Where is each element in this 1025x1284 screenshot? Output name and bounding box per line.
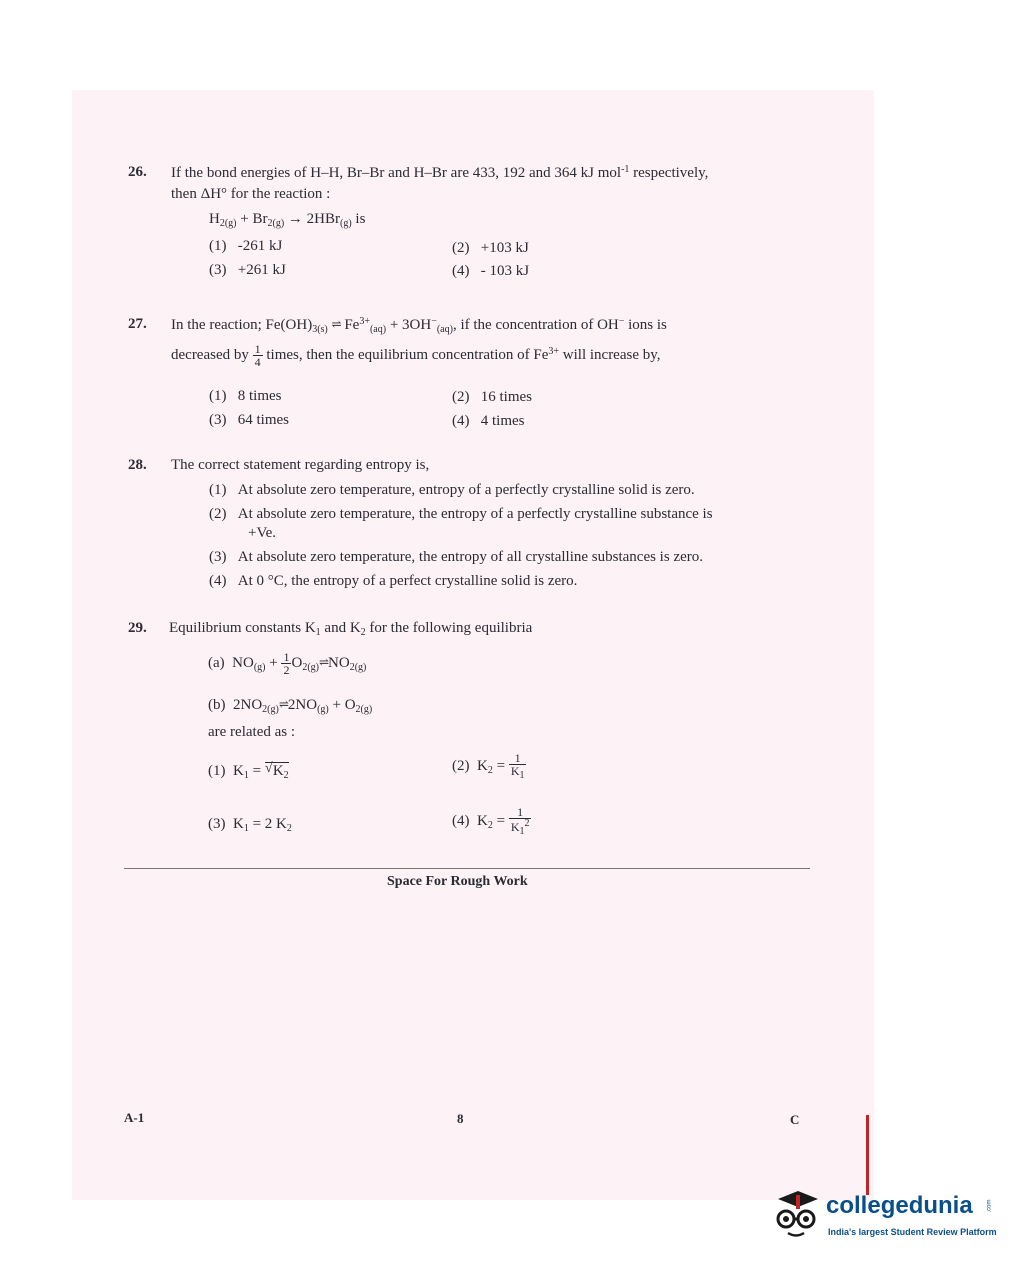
question-29-stem: Equilibrium constants $K_1$ and $K_2$ for the following equilibria (169, 620, 533, 638)
q28-option-2-continued: +Ve. (248, 525, 277, 541)
q28-option-4: (4) At 0 °C, the entropy of a perfect crystalline solid is zero. (209, 573, 578, 589)
one-quarter-fraction: $\frac{1}{4}$ (254, 342, 261, 369)
page-number: 8 (457, 1111, 464, 1126)
question-26-reaction: $H_{2(g)} + Br_{2(g)} \to 2HBr_{(g)}$ is (209, 211, 366, 229)
q29-option-4: (4) $K_2$ = $\frac{1}{K_1^2}$ (452, 805, 530, 837)
question-29-related-text: are related as : (208, 724, 296, 740)
q27-option-4: (4) 4 times (452, 413, 525, 429)
question-27-number: 27. (128, 316, 147, 332)
equilibrium-a: (a) $NO_{(g)}$ + $\frac{1}{2}$ $O_{2(g)}\rightleftharpoons NO_{2(g)}$ (208, 650, 367, 677)
question-26-stem: If the bond energies of H–H, Br–Br and H–Br are 433, 192 and 364 kJ mol$^{-1}$ respectively, (171, 164, 709, 181)
q28-option-1: (1) At absolute zero temperature, entropy of a perfectly crystalline solid is zero. (209, 482, 695, 498)
q27-option-1: (1) 8 times (209, 388, 282, 404)
series-code: C (790, 1112, 800, 1127)
q28-option-2: (2) At absolute zero temperature, the entropy of a perfectly crystalline substance is (209, 506, 713, 522)
question-28-stem: The correct statement regarding entropy is, (171, 457, 430, 473)
q26-option-3: (3) +261 kJ (209, 262, 286, 278)
question-26-stem-line2: then ΔH° for the reaction : (171, 186, 331, 202)
equilibrium-b: (b) $2NO_{2(g)}\rightleftharpoons 2NO_{(g)} + O_{2(g)}$ (208, 697, 373, 715)
q26-option-2: (2) +103 kJ (452, 240, 529, 256)
brand-dotcom: .com (986, 1199, 993, 1213)
q29-option-1: (1) $K_1$ = √ $K_2$ (208, 761, 289, 781)
square-root-icon: √ $K_2$ (264, 761, 289, 781)
rough-work-divider (124, 868, 810, 869)
question-28-number: 28. (128, 457, 147, 473)
equilibrium-arrow-icon: ⇌ (331, 317, 341, 331)
q28-option-3: (3) At absolute zero temperature, the entropy of all crystalline substances is zero. (209, 549, 703, 565)
q27-option-3: (3) 64 times (209, 412, 289, 428)
q27-option-2: (2) 16 times (452, 389, 532, 405)
question-27-stem: In the reaction; $Fe(OH)_{3(s)}$ ⇌ $Fe^{3+}_{(aq)} + 3OH^-_{(aq)}$, if the concentration of OH− ions is (171, 316, 667, 335)
equilibrium-arrow-icon: ⇌ (278, 697, 288, 711)
q29-option-3: (3) $K_1 = 2$ $K_2$ (208, 816, 292, 834)
rough-work-label: Space For Rough Work (387, 874, 528, 889)
brand-tagline: India's largest Student Review Platform (828, 1227, 997, 1237)
q26-option-4: (4) - 103 kJ (452, 263, 530, 279)
question-26-number: 26. (128, 164, 147, 180)
one-half-fraction: $\frac{1}{2}$ (283, 650, 290, 677)
question-27-stem-line2: decreased by $\frac{1}{4}$ times, then the equilibrium concentration of $Fe^{3+}$ will increase by, (171, 342, 661, 369)
collegedunia-logo-icon (768, 1185, 824, 1241)
red-edge-mark (866, 1115, 869, 1195)
q29-option-2: (2) $K_2$ = $\frac{1}{K_1}$ (452, 751, 525, 781)
equilibrium-arrow-icon: ⇌ (318, 654, 329, 669)
q26-option-1: (1) -261 kJ (209, 238, 283, 254)
paper-code: A-1 (124, 1110, 145, 1125)
brand-name: collegedunia (826, 1192, 973, 1219)
question-29-number: 29. (128, 620, 147, 636)
